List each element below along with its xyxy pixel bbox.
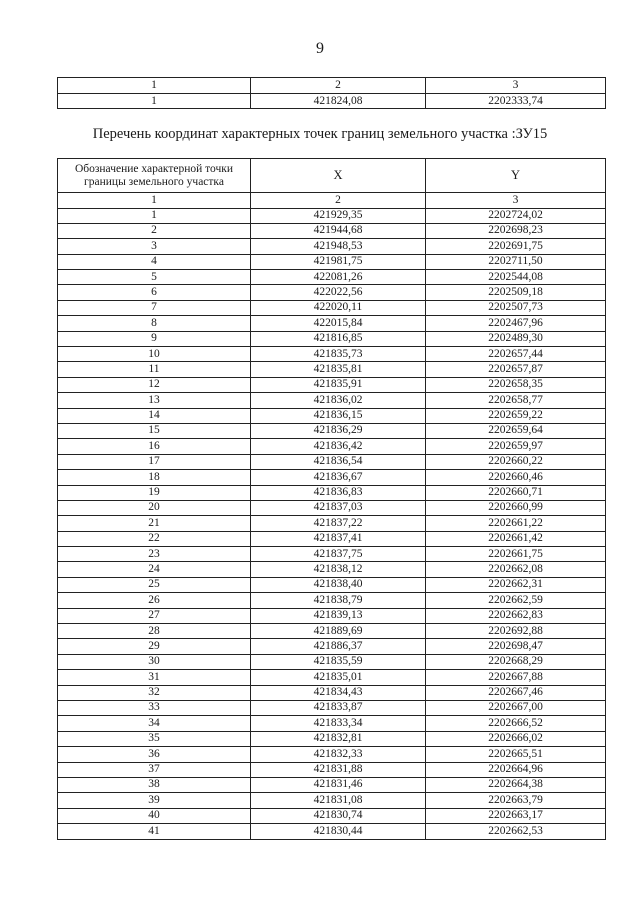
page-number: 9 — [316, 40, 324, 57]
point-id-cell: 39 — [58, 793, 251, 808]
point-id-cell: 6 — [58, 285, 251, 300]
table-row — [58, 300, 606, 315]
y-cell: 2202662,83 — [426, 608, 606, 623]
y-cell: 2202660,46 — [426, 470, 606, 485]
table-row — [58, 316, 606, 331]
column-number: 3 — [426, 193, 606, 209]
table-caption: Перечень координат характерных точек границ земельного участка :ЗУ15 — [92, 126, 548, 142]
x-cell: 421929,35 — [251, 208, 426, 223]
x-cell: 421830,74 — [251, 808, 426, 823]
point-id-cell: 15 — [58, 423, 251, 438]
point-id-cell: 14 — [58, 408, 251, 423]
column-number: 1 — [58, 193, 251, 209]
x-cell: 421831,08 — [251, 793, 426, 808]
point-id-cell: 17 — [58, 454, 251, 469]
point-id-cell: 28 — [58, 624, 251, 639]
y-cell: 2202692,88 — [426, 624, 606, 639]
point-id-cell: 22 — [58, 531, 251, 546]
x-cell: 421832,33 — [251, 747, 426, 762]
point-id-cell: 1 — [58, 208, 251, 223]
point-id-cell: 25 — [58, 577, 251, 592]
table-row — [58, 423, 606, 438]
y-cell: 2202698,47 — [426, 639, 606, 654]
y-cell: 2202666,52 — [426, 716, 606, 731]
y-cell: 2202660,99 — [426, 500, 606, 515]
x-cell: 421838,40 — [251, 577, 426, 592]
x-cell: 421836,42 — [251, 439, 426, 454]
y-cell: 2202662,59 — [426, 593, 606, 608]
table-row — [58, 254, 606, 269]
y-cell: 2202657,87 — [426, 362, 606, 377]
table-row — [58, 223, 606, 238]
column-numbering-row — [58, 193, 606, 209]
table-row — [58, 731, 606, 746]
y-cell: 2202661,42 — [426, 531, 606, 546]
point-id-cell: 12 — [58, 377, 251, 392]
x-cell: 421824,08 — [251, 93, 426, 109]
table-row — [58, 516, 606, 531]
x-cell: 421836,54 — [251, 454, 426, 469]
x-cell: 421837,41 — [251, 531, 426, 546]
x-cell: 421981,75 — [251, 254, 426, 269]
x-cell: 422015,84 — [251, 316, 426, 331]
point-id-cell: 8 — [58, 316, 251, 331]
point-id-cell: 24 — [58, 562, 251, 577]
table-row — [58, 439, 606, 454]
table-row — [58, 747, 606, 762]
y-cell: 2202662,53 — [426, 824, 606, 839]
y-cell: 2202659,22 — [426, 408, 606, 423]
table-row — [58, 454, 606, 469]
x-cell: 422081,26 — [251, 270, 426, 285]
table-row — [58, 208, 606, 223]
table-row — [58, 485, 606, 500]
table-row — [58, 762, 606, 777]
point-id-cell: 23 — [58, 547, 251, 562]
y-cell: 2202544,08 — [426, 270, 606, 285]
point-id-cell: 29 — [58, 639, 251, 654]
point-id-cell: 18 — [58, 470, 251, 485]
x-cell: 421835,91 — [251, 377, 426, 392]
y-cell: 2202662,08 — [426, 562, 606, 577]
point-id-cell: 41 — [58, 824, 251, 839]
x-cell: 421836,67 — [251, 470, 426, 485]
table-row — [58, 377, 606, 392]
y-cell: 2202659,97 — [426, 439, 606, 454]
x-cell: 421948,53 — [251, 239, 426, 254]
x-cell: 421836,15 — [251, 408, 426, 423]
point-id-cell: 33 — [58, 701, 251, 716]
x-cell: 421833,87 — [251, 701, 426, 716]
point-id-cell: 4 — [58, 254, 251, 269]
table-row — [58, 593, 606, 608]
table-row — [58, 670, 606, 685]
x-cell: 421835,01 — [251, 670, 426, 685]
y-cell: 2202667,46 — [426, 685, 606, 700]
x-cell: 421838,79 — [251, 593, 426, 608]
point-id-cell: 11 — [58, 362, 251, 377]
table-row — [58, 654, 606, 669]
continuation-table — [57, 77, 606, 109]
y-header: Y — [426, 159, 606, 193]
table-row — [58, 608, 606, 623]
table-row — [58, 347, 606, 362]
x-cell: 421838,12 — [251, 562, 426, 577]
x-cell: 421839,13 — [251, 608, 426, 623]
table-row — [58, 808, 606, 823]
table-row — [58, 531, 606, 546]
table-row — [58, 362, 606, 377]
table-row — [58, 793, 606, 808]
table-row — [58, 562, 606, 577]
point-id-cell: 36 — [58, 747, 251, 762]
table-row — [58, 577, 606, 592]
y-cell: 2202661,22 — [426, 516, 606, 531]
point-id-cell: 1 — [58, 93, 251, 109]
y-cell: 2202664,38 — [426, 777, 606, 792]
x-cell: 421831,88 — [251, 762, 426, 777]
table-row — [58, 777, 606, 792]
y-cell: 2202662,31 — [426, 577, 606, 592]
table-row — [58, 824, 606, 839]
x-cell: 421886,37 — [251, 639, 426, 654]
y-cell: 2202507,73 — [426, 300, 606, 315]
table-row — [58, 393, 606, 408]
y-cell: 2202467,96 — [426, 316, 606, 331]
y-cell: 2202509,18 — [426, 285, 606, 300]
column-numbering-row — [58, 78, 606, 94]
x-cell: 421833,34 — [251, 716, 426, 731]
point-id-cell: 40 — [58, 808, 251, 823]
x-cell: 422022,56 — [251, 285, 426, 300]
column-number: 3 — [426, 78, 606, 94]
point-id-cell: 20 — [58, 500, 251, 515]
y-cell: 2202698,23 — [426, 223, 606, 238]
table-row — [58, 331, 606, 346]
point-id-cell: 21 — [58, 516, 251, 531]
point-id-cell: 13 — [58, 393, 251, 408]
y-cell: 2202658,77 — [426, 393, 606, 408]
x-cell: 421830,44 — [251, 824, 426, 839]
table-row — [58, 639, 606, 654]
point-id-cell: 3 — [58, 239, 251, 254]
point-id-cell: 10 — [58, 347, 251, 362]
y-cell: 2202664,96 — [426, 762, 606, 777]
y-cell: 2202667,00 — [426, 701, 606, 716]
y-cell: 2202667,88 — [426, 670, 606, 685]
point-id-cell: 37 — [58, 762, 251, 777]
point-id-cell: 34 — [58, 716, 251, 731]
y-cell: 2202660,22 — [426, 454, 606, 469]
y-cell: 2202666,02 — [426, 731, 606, 746]
x-cell: 421832,81 — [251, 731, 426, 746]
point-id-cell: 2 — [58, 223, 251, 238]
table-row — [58, 270, 606, 285]
point-id-cell: 35 — [58, 731, 251, 746]
table-row — [58, 716, 606, 731]
coordinates-table — [57, 158, 606, 840]
y-cell: 2202711,50 — [426, 254, 606, 269]
x-cell: 421889,69 — [251, 624, 426, 639]
point-id-cell: 26 — [58, 593, 251, 608]
column-number: 2 — [251, 193, 426, 209]
table-row — [58, 701, 606, 716]
table-row — [58, 285, 606, 300]
point-id-cell: 7 — [58, 300, 251, 315]
x-cell: 421835,59 — [251, 654, 426, 669]
x-cell: 421835,81 — [251, 362, 426, 377]
x-cell: 422020,11 — [251, 300, 426, 315]
x-header: X — [251, 159, 426, 193]
y-cell: 2202661,75 — [426, 547, 606, 562]
x-cell: 421837,22 — [251, 516, 426, 531]
y-cell: 2202663,17 — [426, 808, 606, 823]
point-id-cell: 9 — [58, 331, 251, 346]
point-id-cell: 5 — [58, 270, 251, 285]
point-id-cell: 19 — [58, 485, 251, 500]
x-cell: 421837,03 — [251, 500, 426, 515]
column-number: 1 — [58, 78, 251, 94]
point-id-cell: 32 — [58, 685, 251, 700]
table-row — [58, 547, 606, 562]
x-cell: 421837,75 — [251, 547, 426, 562]
x-cell: 421835,73 — [251, 347, 426, 362]
table-row — [58, 93, 606, 109]
x-cell: 421831,46 — [251, 777, 426, 792]
y-cell: 2202333,74 — [426, 93, 606, 109]
point-id-cell: 16 — [58, 439, 251, 454]
table-row — [58, 685, 606, 700]
y-cell: 2202489,30 — [426, 331, 606, 346]
table-row — [58, 470, 606, 485]
point-id-cell: 27 — [58, 608, 251, 623]
y-cell: 2202659,64 — [426, 423, 606, 438]
y-cell: 2202658,35 — [426, 377, 606, 392]
column-number: 2 — [251, 78, 426, 94]
coordinates-table-body — [58, 208, 606, 839]
point-designation-header: Обозначение характерной точки границы земельного участка — [58, 159, 251, 193]
table-row — [58, 500, 606, 515]
y-cell: 2202665,51 — [426, 747, 606, 762]
y-cell: 2202660,71 — [426, 485, 606, 500]
y-cell: 2202724,02 — [426, 208, 606, 223]
y-cell: 2202691,75 — [426, 239, 606, 254]
table-row — [58, 624, 606, 639]
x-cell: 421836,02 — [251, 393, 426, 408]
x-cell: 421834,43 — [251, 685, 426, 700]
table-row — [58, 239, 606, 254]
x-cell: 421836,83 — [251, 485, 426, 500]
y-cell: 2202668,29 — [426, 654, 606, 669]
point-id-cell: 31 — [58, 670, 251, 685]
table-row — [58, 408, 606, 423]
x-cell: 421816,85 — [251, 331, 426, 346]
y-cell: 2202663,79 — [426, 793, 606, 808]
point-id-cell: 30 — [58, 654, 251, 669]
x-cell: 421836,29 — [251, 423, 426, 438]
point-id-cell: 38 — [58, 777, 251, 792]
y-cell: 2202657,44 — [426, 347, 606, 362]
x-cell: 421944,68 — [251, 223, 426, 238]
column-header-row — [58, 159, 606, 193]
